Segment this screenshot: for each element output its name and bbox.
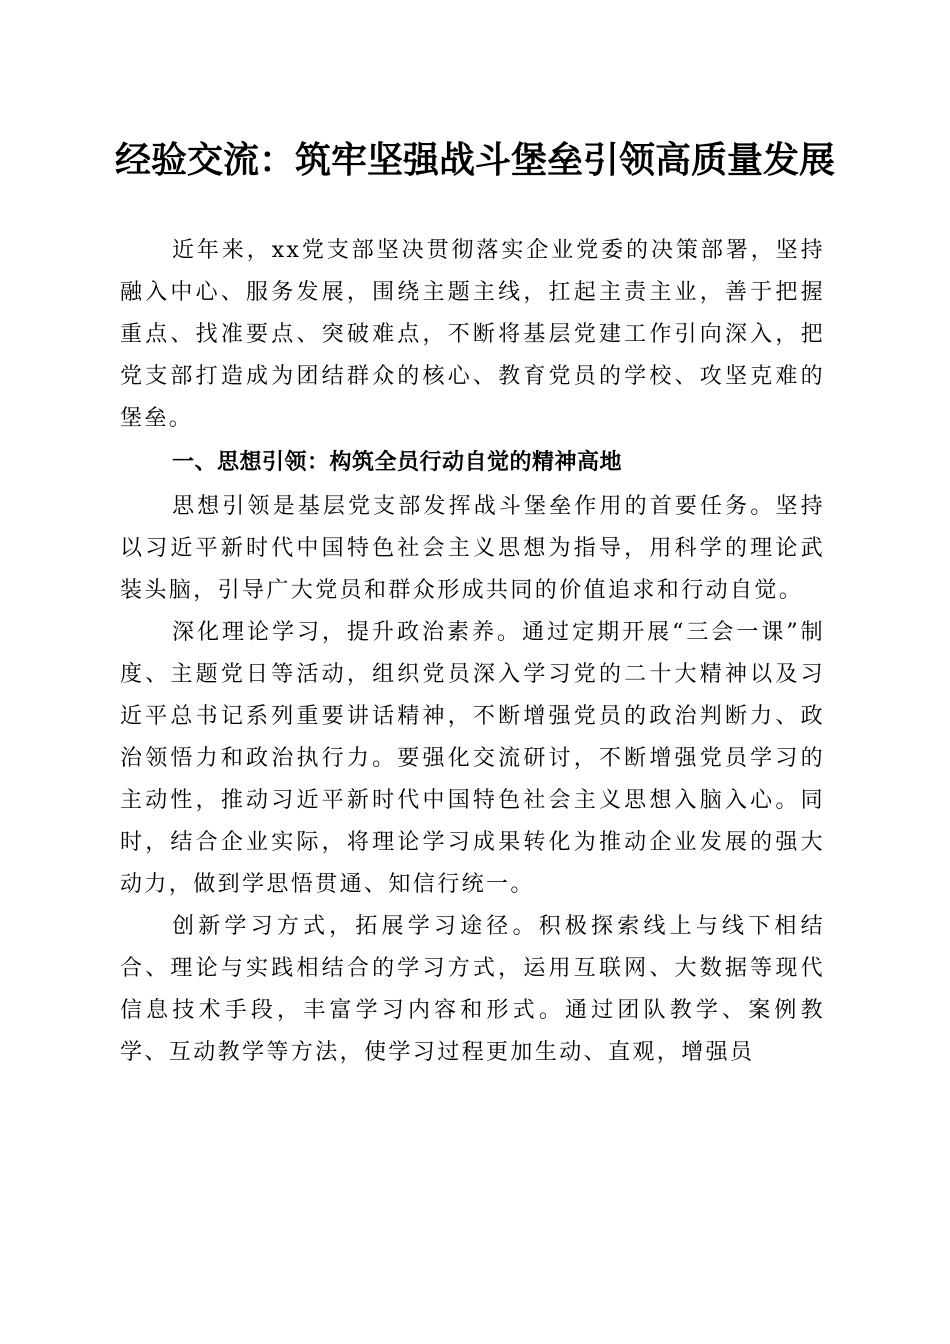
document-title: 经验交流：筑牢坚强战斗堡垒引领高质量发展 bbox=[114, 139, 835, 181]
section-paragraph: 思想引领是基层党支部发挥战斗堡垒作用的首要任务。坚持以习近平新时代中国特色社会主义思想为指导，用科学的理论武装头脑，引导广大党员和群众形成共同的价值追求和行动自觉。 bbox=[120, 494, 825, 603]
section-heading: 一、思想引领：构筑全员行动自觉的精神高地 bbox=[172, 450, 623, 475]
document-body bbox=[120, 230, 825, 1074]
intro-paragraph: 近年来，xx党支部坚决贯彻落实企业党委的决策部署，坚持融入中心、服务发展，围绕主题主线，扛起主责主业，善于把握重点、找准要点、突破难点，不断将基层党建工作引向深入，把党支部打造成为团结群众的核心、教育党员的学校、攻坚克难的堡垒。 bbox=[120, 238, 825, 431]
section-paragraph: 深化理论学习，提升政治素养。通过定期开展“三会一课”制度、主题党日等活动，组织党员深入学习党的二十大精神以及习近平总书记系列重要讲话精神，不断增强党员的政治判断力、政治领悟力和政治执行力。要强化交流研讨，不断增强党员学习的主动性，推动习近平新时代中国特色社会主义思想入脑入心。同时，结合企业实际，将理论学习成果转化为推动企业发展的强大动力，做到学思悟贯通、知信行统一。 bbox=[120, 620, 825, 897]
section-paragraph: 创新学习方式，拓展学习途径。积极探索线上与线下相结合、理论与实践相结合的学习方式，运用互联网、大数据等现代信息技术手段，丰富学习内容和形式。通过团队教学、案例教学、互动教学等方法，使学习过程更加生动、直观，增强员 bbox=[120, 914, 825, 1065]
